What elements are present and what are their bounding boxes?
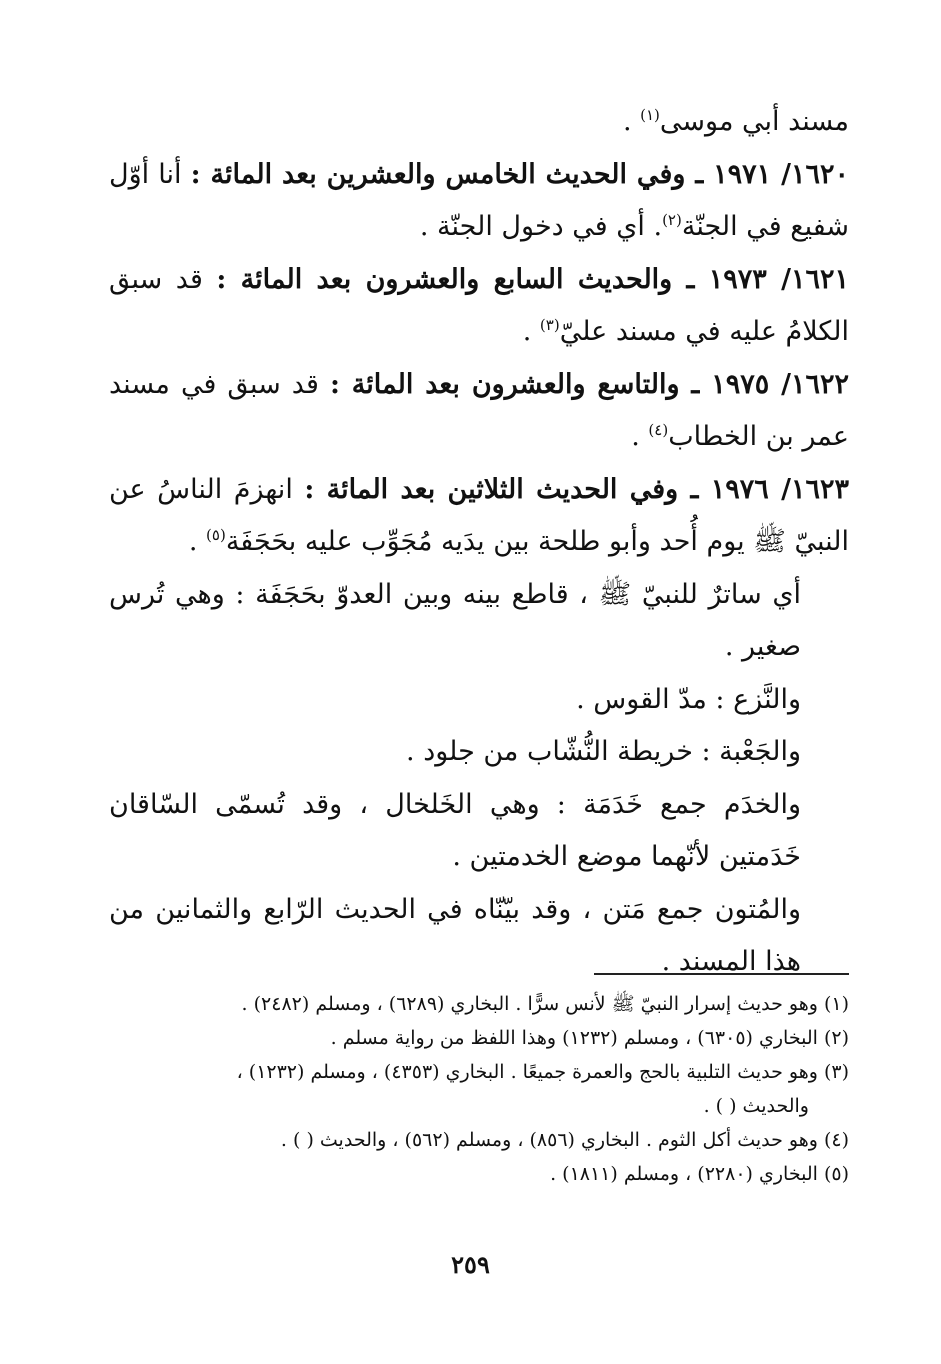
footnote-2: (٢) البخاري (٦٣٠٥) ، ومسلم (١٢٣٢) وهذا اللفظ من رواية مسلم . bbox=[330, 1027, 849, 1049]
footnote-ref: (٥) bbox=[206, 526, 226, 544]
footnote-5: (٥) البخاري (٢٢٨٠) ، ومسلم (١٨١١) . bbox=[550, 1163, 849, 1185]
footnote-ref: (٣) bbox=[539, 316, 560, 334]
footnote-3: (٣) وهو حديث التلبية بالحج والعمرة جميعًا . البخاري (٤٣٥٣) ، ومسلم (١٢٣٢) ، bbox=[236, 1061, 849, 1083]
footnote-ref: (٢) bbox=[662, 211, 682, 229]
footnote-1: (١) وهو حديث إسرار النبيّ ﷺ لأنس سرًّا . البخاري (٦٢٨٩) ، ومسلم (٢٤٨٢) . bbox=[241, 993, 849, 1015]
hadith-entry-1620: ١٦٢٠/ ١٩٧١ ـ وفي الحديث الخامس والعشرين بعد المائة : أنا أوّل شفيع في الجنّة$^{(٢)}$. أي في دخول الجنّة . bbox=[109, 158, 849, 242]
footnote-ref: (١) bbox=[640, 106, 660, 124]
hadith-heading: ١٦٢٣/ ١٩٧٦ ـ وفي الحديث الثلاثين بعد المائة : bbox=[304, 473, 849, 505]
explanation-paragraph: أي ساترٌ للنبيّ ﷺ ، قاطع بينه وبين العدوّ بحَجَفَة : وهي تُرس صغير . bbox=[109, 578, 801, 662]
hadith-entry-1622: ١٦٢٢/ ١٩٧٥ ـ والتاسع والعشرون بعد المائة : قد سبق في مسند عمر بن الخطاب$^{(٤)}$ . bbox=[109, 368, 849, 452]
hadith-entry-1623: ١٦٢٣/ ١٩٧٦ ـ وفي الحديث الثلاثين بعد المائة : انهزمَ الناسُ عن النبيّ ﷺ يوم أُحد وأبو طلحة بين يدَيه مُجَوِّب عليه بحَجَفَة$^{(٥)}$ . bbox=[109, 473, 849, 557]
paragraph-continuation: مسند أبي موسى$^{(١)}$ . bbox=[622, 106, 849, 137]
definition-paragraph: والنَّزع : مدّ القوس . bbox=[576, 683, 801, 715]
footnote-ref: (٤) bbox=[648, 421, 669, 439]
footnote-separator bbox=[594, 973, 849, 975]
hadith-entry-1621: ١٦٢١/ ١٩٧٣ ـ والحديث السابع والعشرون بعد المائة : قد سبق الكلامُ عليه في مسند عليّ$^{(٣)}$ . bbox=[109, 263, 849, 347]
hadith-heading: ١٦٢٢/ ١٩٧٥ ـ والتاسع والعشرون بعد المائة : bbox=[329, 368, 849, 400]
footnotes bbox=[89, 987, 849, 1191]
main-text bbox=[109, 96, 849, 989]
page-number: ٢٥٩ bbox=[451, 1250, 490, 1279]
definition-paragraph: والمُتون جمع مَتن ، وقد بيّنّاه في الحديث الرّابع والثمانين من هذا المسند . bbox=[109, 893, 801, 977]
hadith-heading: ١٦٢٠/ ١٩٧١ ـ وفي الحديث الخامس والعشرين بعد المائة : bbox=[190, 158, 849, 190]
definition-paragraph: والجَعْبة : خريطة النُّشّاب من جلود . bbox=[406, 736, 801, 767]
hadith-heading: ١٦٢١/ ١٩٧٣ ـ والحديث السابع والعشرون بعد المائة : bbox=[216, 263, 849, 295]
footnote-3-continuation: والحديث ( ) . bbox=[703, 1095, 809, 1117]
footnote-4: (٤) وهو حديث أكل الثوم . البخاري (٨٥٦) ، ومسلم (٥٦٢) ، والحديث ( ) . bbox=[280, 1129, 849, 1151]
definition-paragraph: والخدَم جمع خَدَمَة : وهي الخَلخال ، وقد تُسمّى السّاقان خَدَمتين لأنّهما موضع الخدمتين . bbox=[109, 788, 801, 872]
